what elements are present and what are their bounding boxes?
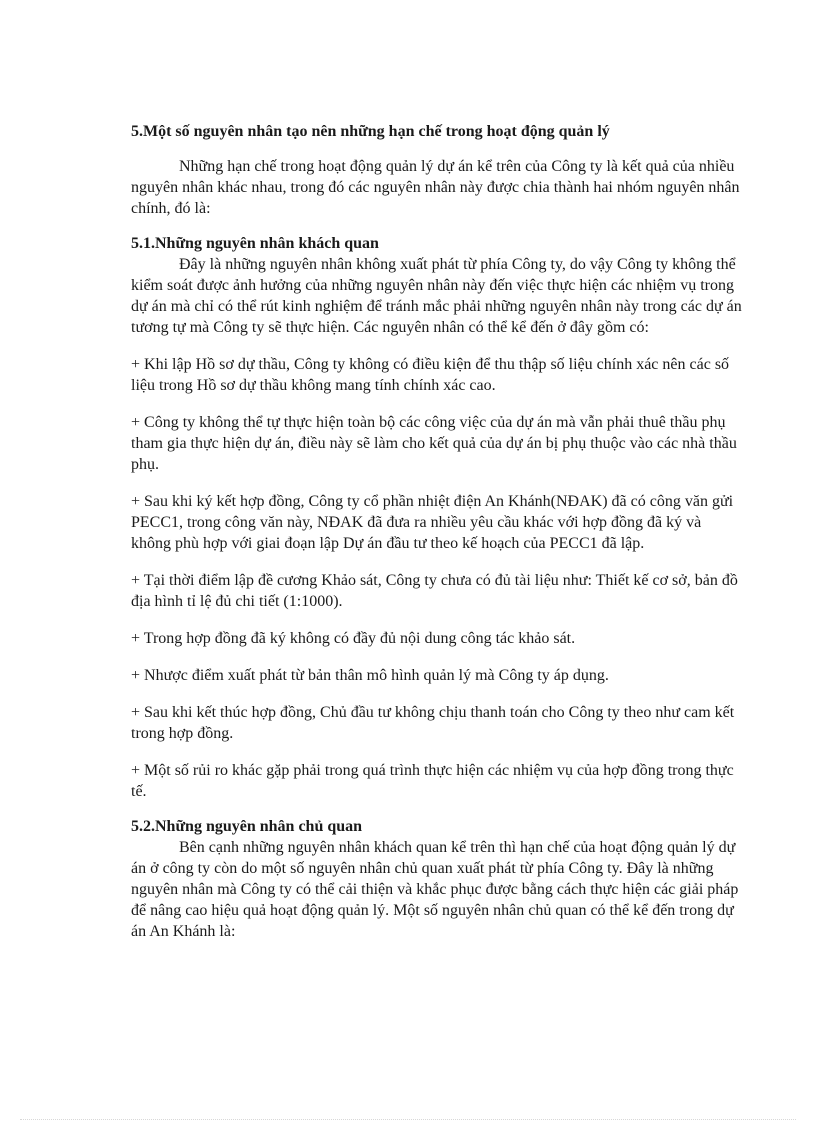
- bullet-item: + Sau khi ký kết hợp đồng, Công ty cổ phần nhiệt điện An Khánh(NĐAK) đã có công văn gửi PECC1, trong công văn này, NĐAK đã đưa ra nhiều yêu cầu khác với hợp đồng đã ký và không phù hợp với giai đoạn lập Dự án đầu tư theo kế hoạch của PECC1 đã lập.: [131, 493, 734, 552]
- spacer: [131, 802, 743, 816]
- bullet-item: + Nhược điểm xuất phát từ bản thân mô hình quản lý mà Công ty áp dụng.: [131, 667, 609, 684]
- bullet-item: + Công ty không thể tự thực hiện toàn bộ các công việc của dự án mà vẫn phải thuê thầu phụ tham gia thực hiện dự án, điều này sẽ làm cho kết quả của dự án bị phụ thuộc vào các nhà thầu phụ.: [131, 414, 737, 473]
- spacer: [131, 219, 743, 233]
- bullet-item: + Một số rủi ro khác gặp phải trong quá trình thực hiện các nhiệm vụ của hợp đồng trong thực tế.: [131, 762, 734, 800]
- page-bottom-divider: [20, 1119, 796, 1120]
- subsection-heading-objective: 5.1.Những nguyên nhân khách quan: [131, 235, 379, 252]
- intro-paragraph: Những hạn chế trong hoạt động quản lý dự án kể trên của Công ty là kết quả của nhiều nguyên nhân khác nhau, trong đó các nguyên nhân này được chia thành hai nhóm nguyên nhân chính, đó là:: [131, 158, 740, 217]
- subjective-paragraph: Bên cạnh những nguyên nhân khách quan kể trên thì hạn chế của hoạt động quản lý dự án ở công ty còn do một số nguyên nhân chủ quan xuất phát từ phía Công ty. Đây là những nguyên nhân mà Công ty có thể cải thiện và khắc phục được bằng cách thực hiện các giải pháp để nâng cao hiệu quả hoạt động quản lý. Một số nguyên nhân chủ quan có thể kể đến trong dự án An Khánh là:: [131, 839, 739, 940]
- objective-paragraph: Đây là những nguyên nhân không xuất phát từ phía Công ty, do vậy Công ty không thể kiểm soát được ảnh hưởng của những nguyên nhân này đến việc thực hiện các nhiệm vụ trong dự án mà chỉ có thể rút kinh nghiệm để tránh mắc phải những nguyên nhân này trong các dự án tương tự mà Công ty sẽ thực hiện. Các nguyên nhân có thể kể đến ở đây gồm có:: [131, 256, 742, 336]
- bullet-item: + Trong hợp đồng đã ký không có đầy đủ nội dung công tác khảo sát.: [131, 630, 576, 647]
- section-title: 5.Một số nguyên nhân tạo nên những hạn chế trong hoạt động quản lý: [131, 123, 610, 140]
- bullet-item: + Tại thời điểm lập đề cương Khảo sát, Công ty chưa có đủ tài liệu như: Thiết kế cơ sở, bản đồ địa hình tỉ lệ đủ chi tiết (1:1000).: [131, 572, 738, 610]
- spacer: [131, 142, 743, 156]
- bullet-item: + Khi lập Hồ sơ dự thầu, Công ty không có điều kiện để thu thập số liệu chính xác nên các số liệu trong Hồ sơ dự thầu không mang tính chính xác cao.: [131, 356, 730, 394]
- bullet-item: + Sau khi kết thúc hợp đồng, Chủ đầu tư không chịu thanh toán cho Công ty theo như cam kết trong hợp đồng.: [131, 704, 735, 742]
- subsection-heading-subjective: 5.2.Những nguyên nhân chủ quan: [131, 818, 363, 835]
- document-body: [131, 121, 743, 942]
